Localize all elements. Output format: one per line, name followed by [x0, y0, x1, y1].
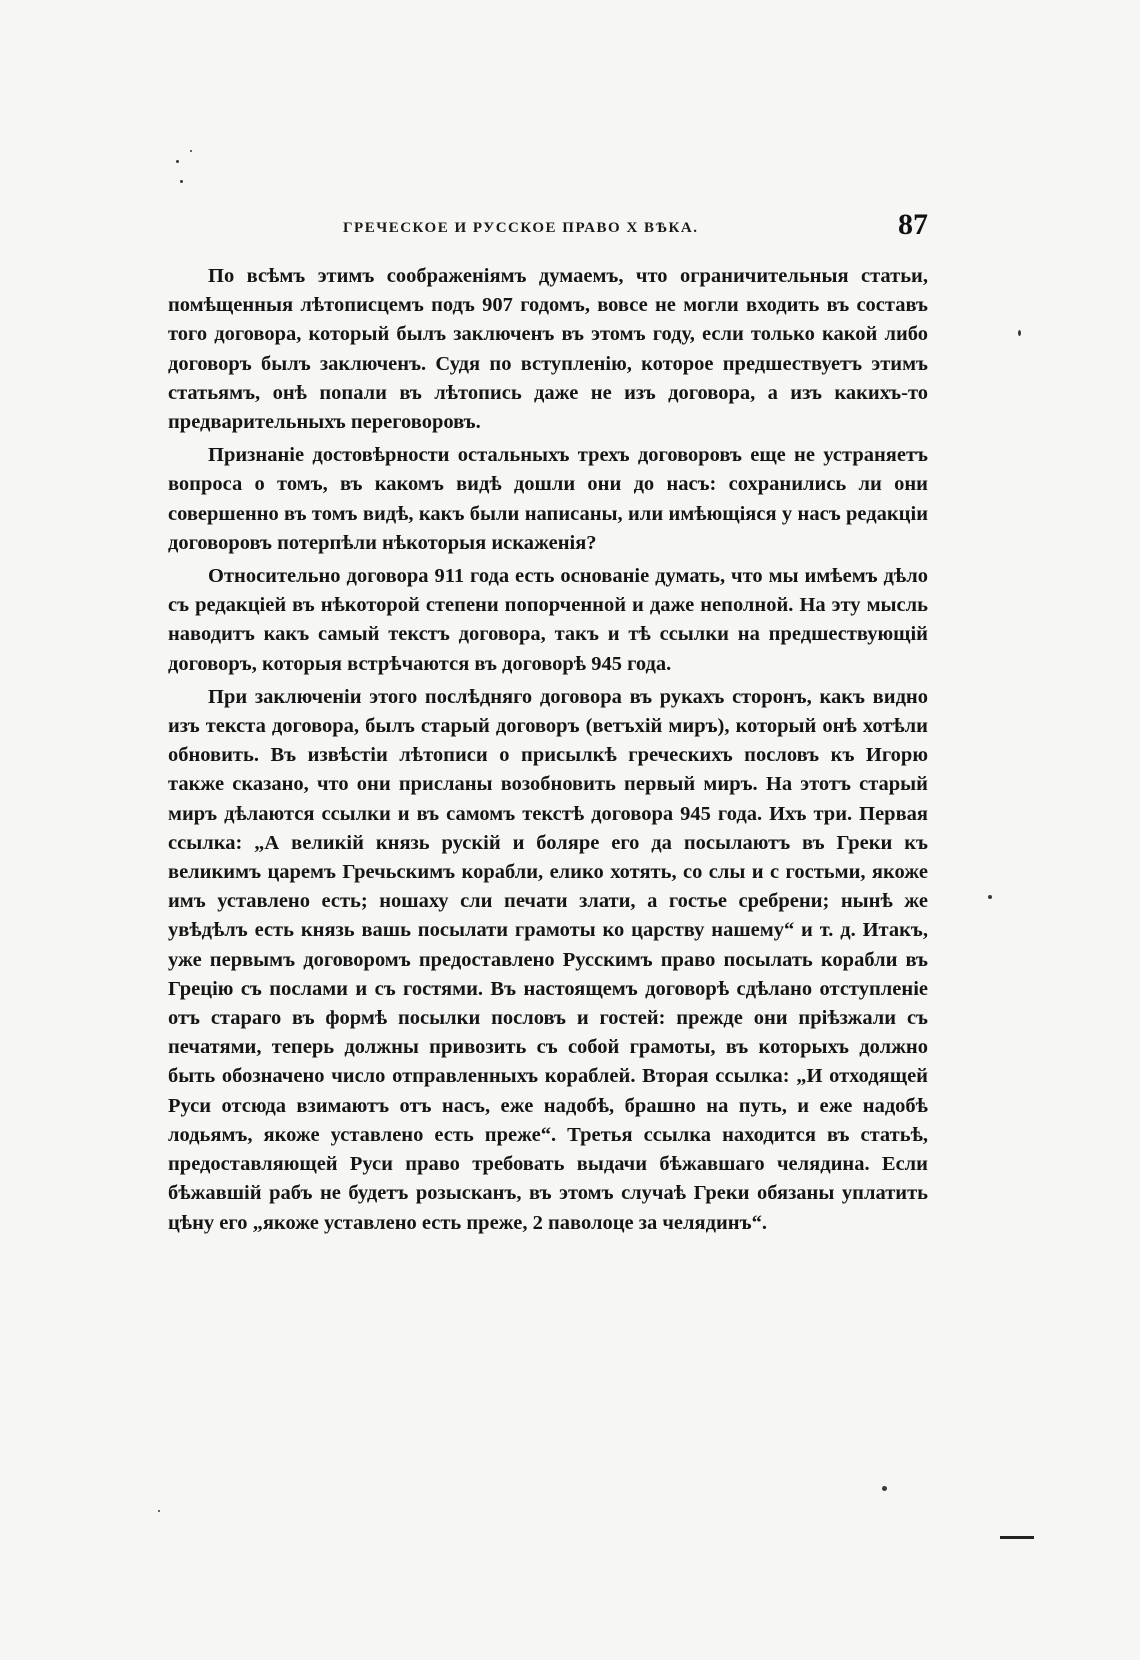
scan-speck [1018, 330, 1021, 336]
paragraph: Признаніе достовѣрности остальныхъ трехъ договоровъ еще не устраняетъ вопроса о томъ, въ какомъ видѣ дошли они до насъ: сохранились ли они совершенно въ томъ видѣ, какъ были написаны, или имѣющіяся у насъ редакціи договоровъ потерпѣли нѣкоторыя искаженія? [168, 444, 928, 554]
scan-speck [158, 1510, 160, 1512]
scan-speck [176, 160, 179, 163]
paragraph: Относительно договора 911 года есть основаніе думать, что мы имѣемъ дѣло съ редакціей въ нѣкоторой степени попорченной и даже неполной. На эту мысль наводитъ какъ самый текстъ договора, такъ и тѣ ссылки на предшествующій договоръ, которыя встрѣчаются въ договорѣ 945 года. [168, 565, 928, 675]
body-text [168, 262, 928, 1242]
scan-speck [180, 180, 183, 183]
paragraph: По всѣмъ этимъ соображеніямъ думаемъ, что ограничительныя статьи, помѣщенныя лѣтописцемъ подъ 907 годомъ, вовсе не могли входить въ составъ того договора, который былъ заключенъ въ этомъ году, если только какой либо договоръ былъ заключенъ. Судя по вступленію, которое предшествуетъ этимъ статьямъ, онѣ попали въ лѣтопись даже не изъ договора, а изъ какихъ-то предварительныхъ переговоровъ. [168, 265, 928, 434]
scan-speck [988, 895, 992, 899]
page-number: 87 [898, 208, 928, 241]
paragraph: При заключеніи этого послѣдняго договора въ рукахъ сторонъ, какъ видно изъ текста договора, былъ старый договоръ (ветъхій миръ), который онѣ хотѣли обновить. Въ извѣстіи лѣтописи о присылкѣ греческихъ пословъ къ Игорю также сказано, что они присланы возобновить первый миръ. На этотъ старый миръ дѣлаются ссылки и въ самомъ текстѣ договора 945 года. Ихъ три. Первая ссылка: „А великій князь рускій и боляре его да посылаютъ въ Греки къ великимъ царемъ Гречьскимъ корабли, елико хотять, со слы и с гостьми, якоже имъ уставлено есть; ношаху сли печати злати, а гостье сребрени; нынѣ же увѣдѣлъ есть князь вашь посылати грамоты ко царству нашему“ и т. д. Итакъ, уже первымъ договоромъ предоставлено Русскимъ право посылать корабли въ Грецію съ послами и съ гостями. Въ настоящемъ договорѣ сдѣлано отступленіе отъ стараго въ формѣ посылки пословъ и гостей: прежде они пріѣзжали съ печатями, теперь должны привозить съ собой грамоты, въ которыхъ должно быть обозначено число отправленныхъ кораблей. Вторая ссылка: „И отходящей Руси отсюда взимаютъ отъ насъ, еже надобѣ, брашно на путь, и еже надобѣ лодьямъ, якоже уставлено есть преже“. Третья ссылка находится въ статьѣ, предоставляющей Руси право требовать выдачи бѣжавшаго челядина. Если бѣжавшій рабъ не будетъ розысканъ, въ этомъ случаѣ Греки обязаны уплатить цѣну его „якоже уставлено есть преже, 2 паволоце за челядинъ“. [168, 685, 928, 1234]
scan-speck [882, 1486, 887, 1491]
scan-dash-mark [1000, 1536, 1034, 1539]
page-header [168, 208, 928, 248]
running-title: ГРЕЧЕСКОЕ И РУССКОЕ ПРАВО X ВѢКА. [343, 220, 699, 236]
scan-speck [190, 150, 192, 152]
